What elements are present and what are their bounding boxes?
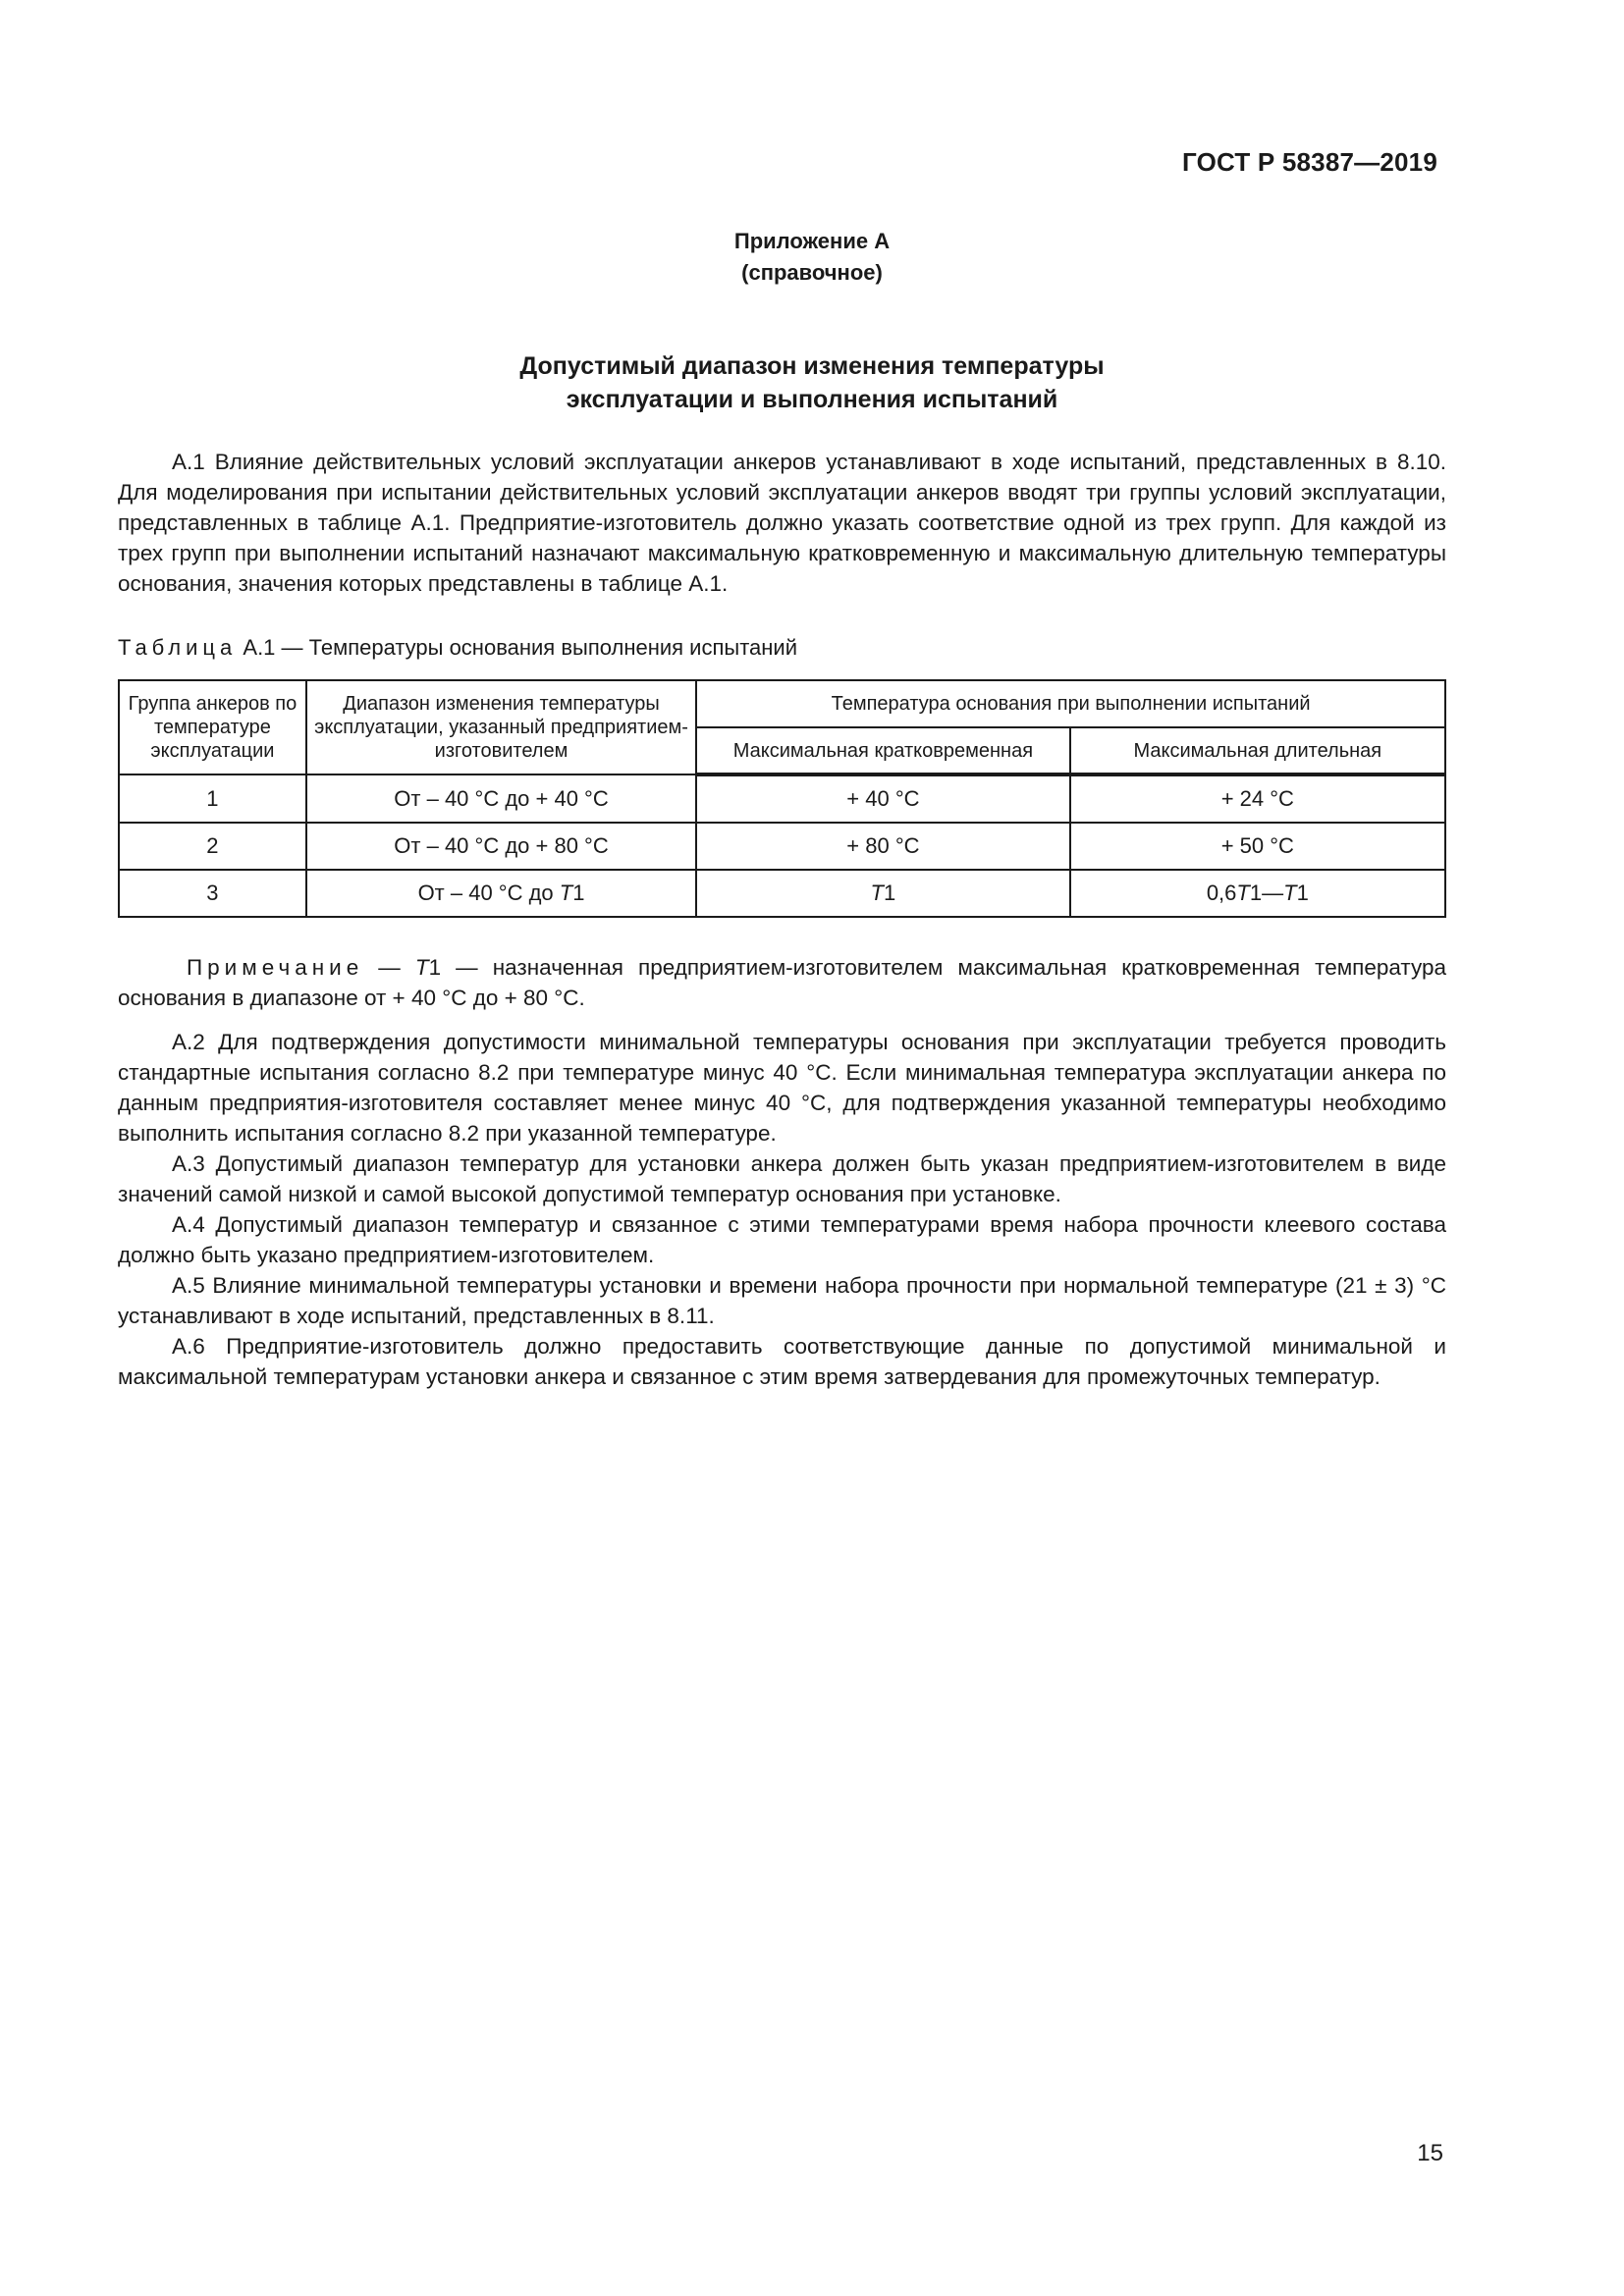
note-text: 1 — назначенная предприятием-изготовителем максимальная кратковременная температура основания в диапазоне от + 40 °С до + 80 °С. bbox=[118, 955, 1446, 1010]
document-code: ГОСТ Р 58387—2019 bbox=[1182, 147, 1437, 177]
header-base-temperature: Температура основания при выполнении испытаний bbox=[696, 680, 1445, 727]
cell-range: От – 40 °С до + 80 °С bbox=[306, 823, 696, 870]
cell-group: 1 bbox=[119, 774, 306, 823]
paragraph-a3: А.3 Допустимый диапазон температур для установки анкера должен быть указан предприятием-изготовителем в виде значений самой низкой и самой высокой допустимой температур основания при установке. bbox=[118, 1151, 1446, 1206]
table-row bbox=[119, 774, 1445, 823]
cell-group: 2 bbox=[119, 823, 306, 870]
cell-range: От – 40 °С до + 40 °С bbox=[306, 774, 696, 823]
title-line-2: эксплуатации и выполнения испытаний bbox=[566, 386, 1058, 413]
appendix-label: Приложение А bbox=[733, 229, 891, 253]
header-long-term: Максимальная длительная bbox=[1070, 727, 1445, 774]
appendix-heading bbox=[0, 226, 1624, 289]
cell-long-term: 0,6T1—T1 bbox=[1070, 870, 1445, 917]
header-range: Диапазон изменения температуры эксплуатации, указанный предприятием-изготовителем bbox=[306, 680, 696, 774]
cell-range: От – 40 °С до T1 bbox=[306, 870, 696, 917]
header-group: Группа анкеров по температуре эксплуатации bbox=[119, 680, 306, 774]
table-note: Примечание — T1 — назначенная предприятием-изготовителем максимальная кратковременная температура основания в диапазоне от + 40 °С до + 80 °С. bbox=[118, 955, 1446, 1010]
cell-group: 3 bbox=[119, 870, 306, 917]
cell-long-term: + 24 °С bbox=[1070, 774, 1445, 823]
paragraph-a5: А.5 Влияние минимальной температуры установки и времени набора прочности при нормальной температуре (21 ± 3) °С устанавливают в ходе испытаний, представленных в 8.11. bbox=[118, 1273, 1446, 1328]
paragraph-a1: А.1 Влияние действительных условий эксплуатации анкеров устанавливают в ходе испытаний, представленных в 8.10. Для моделирования при испытании действительных условий эксплуатации анкеров вводят три группы условий эксплуатации, представленных в таблице А.1. Предприятие-изготовитель должно указать соответствие одной из трех групп. Для каждой из трех групп при выполнении испытаний назначают максимальную кратковременную и максимальную длительную температуры основания, значения которых представлены в таблице А.1. bbox=[118, 450, 1446, 596]
title-line-1: Допустимый диапазон изменения температуры bbox=[519, 352, 1105, 380]
paragraph-a4: А.4 Допустимый диапазон температур и связанное с этими температурами время набора прочности клеевого состава должно быть указано предприятием-изготовителем. bbox=[118, 1212, 1446, 1267]
table-caption bbox=[118, 633, 797, 663]
appendix-title bbox=[0, 349, 1624, 416]
cell-long-term: + 50 °С bbox=[1070, 823, 1445, 870]
paragraph-a2: А.2 Для подтверждения допустимости минимальной температуры основания при эксплуатации требуется проводить стандартные испытания согласно 8.2 при температуре минус 40 °С. Если минимальная температура эксплуатации анкера по данным предприятия-изготовителя составляет менее минус 40 °С, для подтверждения указанной температуры необходимо выполнить испытания согласно 8.2 при указанной температуре. bbox=[118, 1030, 1446, 1146]
table-row bbox=[119, 870, 1445, 917]
header-short-term: Максимальная кратковременная bbox=[696, 727, 1069, 774]
appendix-kind: (справочное) bbox=[741, 260, 883, 285]
cell-short-term: T1 bbox=[696, 870, 1069, 917]
note-label: Примечание bbox=[187, 955, 364, 980]
page-number: 15 bbox=[1417, 2140, 1443, 2166]
paragraph-a6: А.6 Предприятие-изготовитель должно предоставить соответствующие данные по допустимой минимальной и максимальной температурам установки анкера и связанное с этим время затвердевания для промежуточных температур. bbox=[118, 1334, 1446, 1389]
table-caption-text: А.1 — Температуры основания выполнения испытаний bbox=[243, 635, 797, 660]
cell-short-term: + 40 °С bbox=[696, 774, 1069, 823]
temperature-table bbox=[118, 679, 1446, 918]
table-row bbox=[119, 823, 1445, 870]
table-caption-word: Таблица bbox=[118, 635, 238, 660]
cell-short-term: + 80 °С bbox=[696, 823, 1069, 870]
